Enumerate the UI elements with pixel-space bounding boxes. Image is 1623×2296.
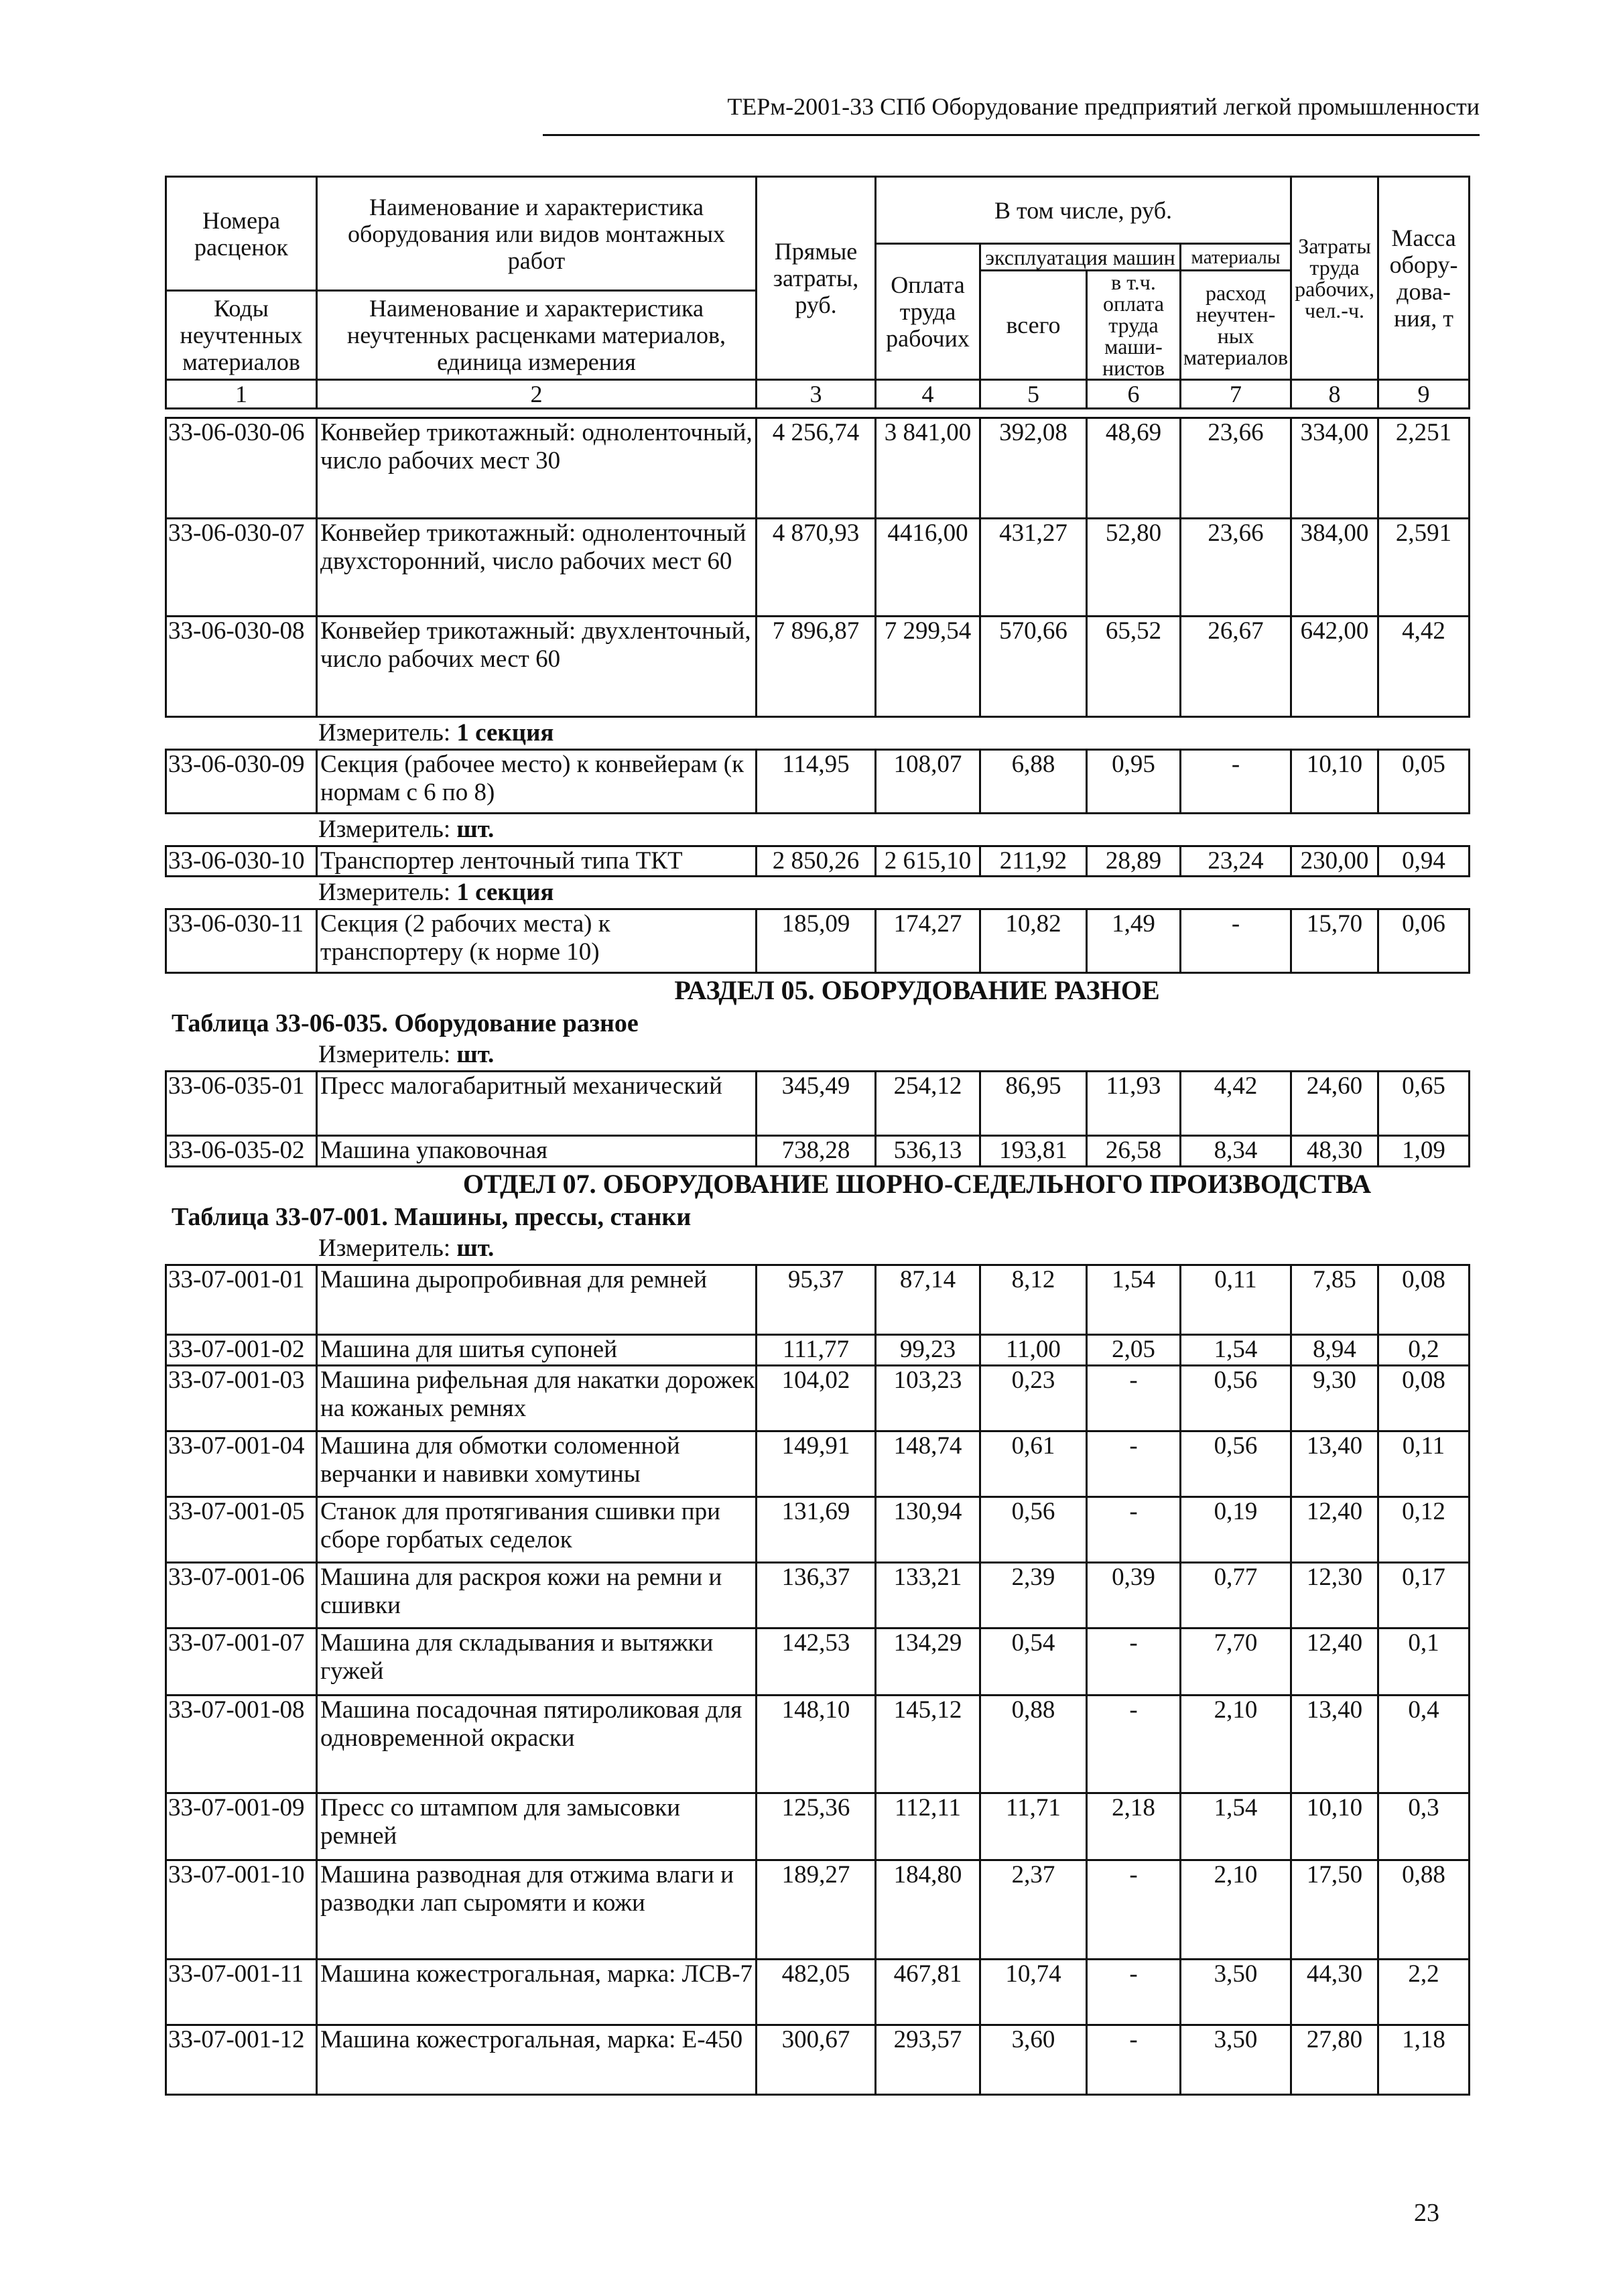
- column-number: 9: [1378, 380, 1470, 409]
- wages-value: 184,80: [876, 1860, 980, 1960]
- measure-unit-note: [165, 1233, 1468, 1264]
- materials-value: -: [1181, 750, 1291, 814]
- price-group-table: [165, 845, 1470, 877]
- materials-value: 23,66: [1181, 519, 1291, 617]
- rate-code: 33-06-030-10: [166, 846, 317, 877]
- machines-total-value: 11,00: [980, 1335, 1087, 1366]
- column-number: 4: [876, 380, 980, 409]
- direct-costs-value: 738,28: [757, 1136, 876, 1167]
- section-heading: ОТДЕЛ 07. ОБОРУДОВАНИЕ ШОРНО-СЕДЕЛЬНОГО ПРОИЗВОДСТВА: [462, 1169, 1372, 1199]
- mass-value: 0,2: [1378, 1335, 1470, 1366]
- table-row: [166, 1265, 1470, 1335]
- wages-value: 87,14: [876, 1265, 980, 1335]
- col-material-use: расход неучтен-ных материалов: [1181, 271, 1291, 380]
- mass-value: 0,3: [1378, 1793, 1470, 1860]
- price-group-table: [165, 908, 1470, 974]
- direct-costs-value: 114,95: [757, 750, 876, 814]
- col-name-top: Наименование и характеристика оборудования или видов монтажных работ: [317, 177, 757, 291]
- measure-unit-note: [165, 1039, 1468, 1070]
- direct-costs-value: 111,77: [757, 1335, 876, 1366]
- col-machines-total: всего: [980, 271, 1087, 380]
- machines-total-value: 2,39: [980, 1563, 1087, 1629]
- measure-unit-note: [165, 718, 1468, 749]
- materials-value: 7,70: [1181, 1629, 1291, 1696]
- machinist-wages-value: 0,95: [1087, 750, 1181, 814]
- rate-code: 33-06-030-08: [166, 617, 317, 717]
- machines-total-value: 392,08: [980, 418, 1087, 519]
- labor-hours-value: 24,60: [1291, 1072, 1378, 1136]
- column-number: 7: [1181, 380, 1291, 409]
- col-including: В том числе, руб.: [876, 177, 1291, 244]
- materials-value: 3,50: [1181, 1960, 1291, 2025]
- machinist-wages-value: 2,18: [1087, 1793, 1181, 1860]
- measure-label: Измеритель:: [318, 1041, 457, 1068]
- labor-hours-value: 230,00: [1291, 846, 1378, 877]
- equipment-name: Машина разводная для отжима влаги и разводки лап сыромяти и кожи: [317, 1860, 757, 1960]
- mass-value: 0,4: [1378, 1696, 1470, 1793]
- labor-hours-value: 12,40: [1291, 1629, 1378, 1696]
- equipment-name: Конвейер трикотажный: одноленточный двухсторонний, число рабочих мест 60: [317, 519, 757, 617]
- rate-code: 33-07-001-06: [166, 1563, 317, 1629]
- rate-code: 33-07-001-11: [166, 1960, 317, 2025]
- price-group-table: [165, 1070, 1470, 1167]
- column-number: 8: [1291, 380, 1378, 409]
- measure-unit: 1 секция: [456, 719, 554, 747]
- mass-value: 0,12: [1378, 1497, 1470, 1563]
- equipment-name: Машина кожестрогальная, марка: Е-450: [317, 2025, 757, 2095]
- rate-code: 33-07-001-09: [166, 1793, 317, 1860]
- mass-value: 2,2: [1378, 1960, 1470, 2025]
- equipment-name: Машина для обмотки соломенной верчанки и навивки хомутины: [317, 1431, 757, 1497]
- section-heading: РАЗДЕЛ 05. ОБОРУДОВАНИЕ РАЗНОЕ: [674, 975, 1160, 1005]
- mass-value: 0,11: [1378, 1431, 1470, 1497]
- materials-value: 4,42: [1181, 1072, 1291, 1136]
- rate-code: 33-07-001-08: [166, 1696, 317, 1793]
- table-row: [166, 909, 1470, 973]
- wages-value: 174,27: [876, 909, 980, 973]
- labor-hours-value: 7,85: [1291, 1265, 1378, 1335]
- mass-value: 0,65: [1378, 1072, 1470, 1136]
- materials-value: 23,66: [1181, 418, 1291, 519]
- col-wages: Оплата труда рабочих: [876, 244, 980, 380]
- table-row: [166, 617, 1470, 717]
- equipment-name: Машина для раскроя кожи на ремни и сшивки: [317, 1563, 757, 1629]
- direct-costs-value: 4 870,93: [757, 519, 876, 617]
- table-row: [166, 846, 1470, 877]
- equipment-name: Конвейер трикотажный: двухленточный, число рабочих мест 60: [317, 617, 757, 717]
- rate-code: 33-07-001-05: [166, 1497, 317, 1563]
- col-materials: материалы: [1181, 244, 1291, 271]
- col-code-bottom: Коды неучтенных материалов: [166, 291, 317, 380]
- direct-costs-value: 4 256,74: [757, 418, 876, 519]
- wages-value: 2 615,10: [876, 846, 980, 877]
- table-row: [166, 1563, 1470, 1629]
- machines-total-value: 11,71: [980, 1793, 1087, 1860]
- labor-hours-value: 27,80: [1291, 2025, 1378, 2095]
- wages-value: 467,81: [876, 1960, 980, 2025]
- measure-unit-note: [165, 814, 1468, 845]
- machines-total-value: 10,82: [980, 909, 1087, 973]
- header-rule: [543, 134, 1480, 136]
- labor-hours-value: 44,30: [1291, 1960, 1378, 2025]
- machines-total-value: 0,88: [980, 1696, 1087, 1793]
- materials-value: 2,10: [1181, 1860, 1291, 1960]
- machinist-wages-value: 48,69: [1087, 418, 1181, 519]
- machines-total-value: 6,88: [980, 750, 1087, 814]
- wages-value: 99,23: [876, 1335, 980, 1366]
- table-row: [166, 1335, 1470, 1366]
- direct-costs-value: 136,37: [757, 1563, 876, 1629]
- wages-value: 145,12: [876, 1696, 980, 1793]
- labor-hours-value: 10,10: [1291, 1793, 1378, 1860]
- machinist-wages-value: 52,80: [1087, 519, 1181, 617]
- labor-hours-value: 12,30: [1291, 1563, 1378, 1629]
- page-header-title: ТЕРм-2001-33 СПб Оборудование предприятий легкой промышленности: [727, 93, 1480, 120]
- equipment-name: Машина рифельная для накатки дорожек на кожаных ремнях: [317, 1366, 757, 1431]
- labor-hours-value: 334,00: [1291, 418, 1378, 519]
- table-row: [166, 1629, 1470, 1696]
- materials-value: 0,11: [1181, 1265, 1291, 1335]
- mass-value: 0,17: [1378, 1563, 1470, 1629]
- wages-value: 293,57: [876, 2025, 980, 2095]
- column-number: 3: [757, 380, 876, 409]
- machines-total-value: 2,37: [980, 1860, 1087, 1960]
- measure-unit: шт.: [456, 1234, 495, 1262]
- rate-code: 33-07-001-07: [166, 1629, 317, 1696]
- labor-hours-value: 384,00: [1291, 519, 1378, 617]
- direct-costs-value: 345,49: [757, 1072, 876, 1136]
- column-number: 2: [317, 380, 757, 409]
- rate-code: 33-07-001-04: [166, 1431, 317, 1497]
- mass-value: 2,591: [1378, 519, 1470, 617]
- machines-total-value: 3,60: [980, 2025, 1087, 2095]
- direct-costs-value: 148,10: [757, 1696, 876, 1793]
- rate-code: 33-06-030-07: [166, 519, 317, 617]
- machinist-wages-value: -: [1087, 1366, 1181, 1431]
- table-row: [166, 750, 1470, 814]
- machines-total-value: 570,66: [980, 617, 1087, 717]
- direct-costs-value: 2 850,26: [757, 846, 876, 877]
- direct-costs-value: 142,53: [757, 1629, 876, 1696]
- equipment-name: Конвейер трикотажный: одноленточный, число рабочих мест 30: [317, 418, 757, 519]
- direct-costs-value: 300,67: [757, 2025, 876, 2095]
- equipment-name: Секция (2 рабочих места) к транспортеру (к норме 10): [317, 909, 757, 973]
- rate-code: 33-07-001-01: [166, 1265, 317, 1335]
- materials-value: 1,54: [1181, 1793, 1291, 1860]
- measure-unit-note: [165, 877, 1468, 908]
- equipment-name: Машина упаковочная: [317, 1136, 757, 1167]
- machinist-wages-value: 11,93: [1087, 1072, 1181, 1136]
- equipment-name: Пресс со штампом для замысовки ремней: [317, 1793, 757, 1860]
- materials-value: 0,19: [1181, 1497, 1291, 1563]
- col-machinist-wages: в т.ч. оплата труда маши-нистов: [1087, 271, 1181, 380]
- machinist-wages-value: -: [1087, 2025, 1181, 2095]
- table-title: Таблица 33-07-001. Машины, прессы, станки: [172, 1203, 692, 1231]
- labor-hours-value: 15,70: [1291, 909, 1378, 973]
- materials-value: 23,24: [1181, 846, 1291, 877]
- equipment-name: Секция (рабочее место) к конвейерам (к нормам с 6 по 8): [317, 750, 757, 814]
- rate-code: 33-06-035-01: [166, 1072, 317, 1136]
- machinist-wages-value: 2,05: [1087, 1335, 1181, 1366]
- materials-value: 8,34: [1181, 1136, 1291, 1167]
- machines-total-value: 0,56: [980, 1497, 1087, 1563]
- table-row: [166, 418, 1470, 519]
- rate-code: 33-06-030-09: [166, 750, 317, 814]
- labor-hours-value: 12,40: [1291, 1497, 1378, 1563]
- mass-value: 0,06: [1378, 909, 1470, 973]
- materials-value: -: [1181, 909, 1291, 973]
- rate-code: 33-07-001-03: [166, 1366, 317, 1431]
- machinist-wages-value: 0,39: [1087, 1563, 1181, 1629]
- measure-unit: шт.: [456, 816, 495, 843]
- page-number: 23: [1414, 2199, 1439, 2227]
- mass-value: 1,18: [1378, 2025, 1470, 2095]
- wages-value: 112,11: [876, 1793, 980, 1860]
- materials-value: 2,10: [1181, 1696, 1291, 1793]
- table-row: [166, 1136, 1470, 1167]
- direct-costs-value: 185,09: [757, 909, 876, 973]
- rate-code: 33-07-001-02: [166, 1335, 317, 1366]
- labor-hours-value: 8,94: [1291, 1335, 1378, 1366]
- machinist-wages-value: 1,54: [1087, 1265, 1181, 1335]
- measure-unit: шт.: [456, 1041, 495, 1068]
- col-labor: Затраты труда рабочих, чел.-ч.: [1291, 177, 1378, 380]
- price-group-table: [165, 417, 1470, 718]
- mass-value: 4,42: [1378, 617, 1470, 717]
- mass-value: 0,08: [1378, 1366, 1470, 1431]
- equipment-name: Машина для складывания и вытяжки гужей: [317, 1629, 757, 1696]
- machines-total-value: 193,81: [980, 1136, 1087, 1167]
- equipment-name: Транспортер ленточный типа ТКТ: [317, 846, 757, 877]
- machines-total-value: 8,12: [980, 1265, 1087, 1335]
- measure-label: Измеритель:: [318, 719, 457, 747]
- table-row: [166, 519, 1470, 617]
- machines-total-value: 0,23: [980, 1366, 1087, 1431]
- rate-code: 33-07-001-10: [166, 1860, 317, 1960]
- wages-value: 4416,00: [876, 519, 980, 617]
- machinist-wages-value: -: [1087, 1960, 1181, 2025]
- column-number: 5: [980, 380, 1087, 409]
- labor-hours-value: 10,10: [1291, 750, 1378, 814]
- machinist-wages-value: 1,49: [1087, 909, 1181, 973]
- machines-total-value: 10,74: [980, 1960, 1087, 2025]
- wages-value: 148,74: [876, 1431, 980, 1497]
- labor-hours-value: 13,40: [1291, 1431, 1378, 1497]
- col-mass: Масса обору-дова-ния, т: [1378, 177, 1470, 380]
- wages-value: 108,07: [876, 750, 980, 814]
- mass-value: 0,1: [1378, 1629, 1470, 1696]
- price-table-body: [165, 417, 1468, 2096]
- wages-value: 7 299,54: [876, 617, 980, 717]
- column-number: 1: [166, 380, 317, 409]
- equipment-name: Машина кожестрогальная, марка: ЛСВ-7: [317, 1960, 757, 2025]
- table-row: [166, 1793, 1470, 1860]
- measure-label: Измеритель:: [318, 1234, 457, 1262]
- equipment-name: Станок для протягивания сшивки при сборе горбатых седелок: [317, 1497, 757, 1563]
- rate-code: 33-06-030-11: [166, 909, 317, 973]
- materials-value: 0,77: [1181, 1563, 1291, 1629]
- col-code-top: Номера расценок: [166, 177, 317, 291]
- machinist-wages-value: 65,52: [1087, 617, 1181, 717]
- direct-costs-value: 7 896,87: [757, 617, 876, 717]
- machines-total-value: 86,95: [980, 1072, 1087, 1136]
- mass-value: 1,09: [1378, 1136, 1470, 1167]
- machinist-wages-value: 28,89: [1087, 846, 1181, 877]
- equipment-name: Машина для шитья супоней: [317, 1335, 757, 1366]
- direct-costs-value: 131,69: [757, 1497, 876, 1563]
- direct-costs-value: 104,02: [757, 1366, 876, 1431]
- materials-value: 26,67: [1181, 617, 1291, 717]
- table-row: [166, 2025, 1470, 2095]
- table-row: [166, 1072, 1470, 1136]
- direct-costs-value: 95,37: [757, 1265, 876, 1335]
- table-row: [166, 1366, 1470, 1431]
- machinist-wages-value: 26,58: [1087, 1136, 1181, 1167]
- labor-hours-value: 17,50: [1291, 1860, 1378, 1960]
- labor-hours-value: 48,30: [1291, 1136, 1378, 1167]
- wages-value: 254,12: [876, 1072, 980, 1136]
- direct-costs-value: 125,36: [757, 1793, 876, 1860]
- table-row: [166, 1696, 1470, 1793]
- direct-costs-value: 482,05: [757, 1960, 876, 2025]
- equipment-name: Пресс малогабаритный механический: [317, 1072, 757, 1136]
- machinist-wages-value: -: [1087, 1860, 1181, 1960]
- col-exploitation: эксплуатация машин: [980, 244, 1181, 271]
- measure-unit: 1 секция: [456, 879, 554, 906]
- table-row: [166, 1960, 1470, 2025]
- labor-hours-value: 9,30: [1291, 1366, 1378, 1431]
- column-number: 6: [1087, 380, 1181, 409]
- column-numbers-row: [166, 380, 1470, 409]
- mass-value: 0,05: [1378, 750, 1470, 814]
- table-row: [166, 1497, 1470, 1563]
- measure-label: Измеритель:: [318, 816, 457, 843]
- machines-total-value: 431,27: [980, 519, 1087, 617]
- machines-total-value: 0,54: [980, 1629, 1087, 1696]
- mass-value: 0,08: [1378, 1265, 1470, 1335]
- col-direct-costs: Прямые затраты, руб.: [757, 177, 876, 380]
- price-group-table: [165, 1264, 1470, 2096]
- machinist-wages-value: -: [1087, 1497, 1181, 1563]
- materials-value: 1,54: [1181, 1335, 1291, 1366]
- table-header: [165, 176, 1470, 409]
- materials-value: 0,56: [1181, 1431, 1291, 1497]
- equipment-name: Машина посадочная пятироликовая для одновременной окраски: [317, 1696, 757, 1793]
- wages-value: 134,29: [876, 1629, 980, 1696]
- machinist-wages-value: -: [1087, 1696, 1181, 1793]
- table-row: [166, 1860, 1470, 1960]
- labor-hours-value: 642,00: [1291, 617, 1378, 717]
- rate-code: 33-06-030-06: [166, 418, 317, 519]
- measure-label: Измеритель:: [318, 879, 457, 906]
- mass-value: 0,94: [1378, 846, 1470, 877]
- rate-code: 33-06-035-02: [166, 1136, 317, 1167]
- wages-value: 536,13: [876, 1136, 980, 1167]
- machines-total-value: 211,92: [980, 846, 1087, 877]
- wages-value: 133,21: [876, 1563, 980, 1629]
- machines-total-value: 0,61: [980, 1431, 1087, 1497]
- equipment-name: Машина дыропробивная для ремней: [317, 1265, 757, 1335]
- direct-costs-value: 189,27: [757, 1860, 876, 1960]
- table-row: [166, 1431, 1470, 1497]
- machinist-wages-value: -: [1087, 1431, 1181, 1497]
- wages-value: 103,23: [876, 1366, 980, 1431]
- table-title: Таблица 33-06-035. Оборудование разное: [172, 1009, 639, 1037]
- mass-value: 0,88: [1378, 1860, 1470, 1960]
- machinist-wages-value: -: [1087, 1629, 1181, 1696]
- materials-value: 0,56: [1181, 1366, 1291, 1431]
- col-name-bottom: Наименование и характеристика неучтенных расценками материалов, единица измерения: [317, 291, 757, 380]
- price-group-table: [165, 749, 1470, 814]
- labor-hours-value: 13,40: [1291, 1696, 1378, 1793]
- direct-costs-value: 149,91: [757, 1431, 876, 1497]
- wages-value: 3 841,00: [876, 418, 980, 519]
- rate-code: 33-07-001-12: [166, 2025, 317, 2095]
- materials-value: 3,50: [1181, 2025, 1291, 2095]
- mass-value: 2,251: [1378, 418, 1470, 519]
- wages-value: 130,94: [876, 1497, 980, 1563]
